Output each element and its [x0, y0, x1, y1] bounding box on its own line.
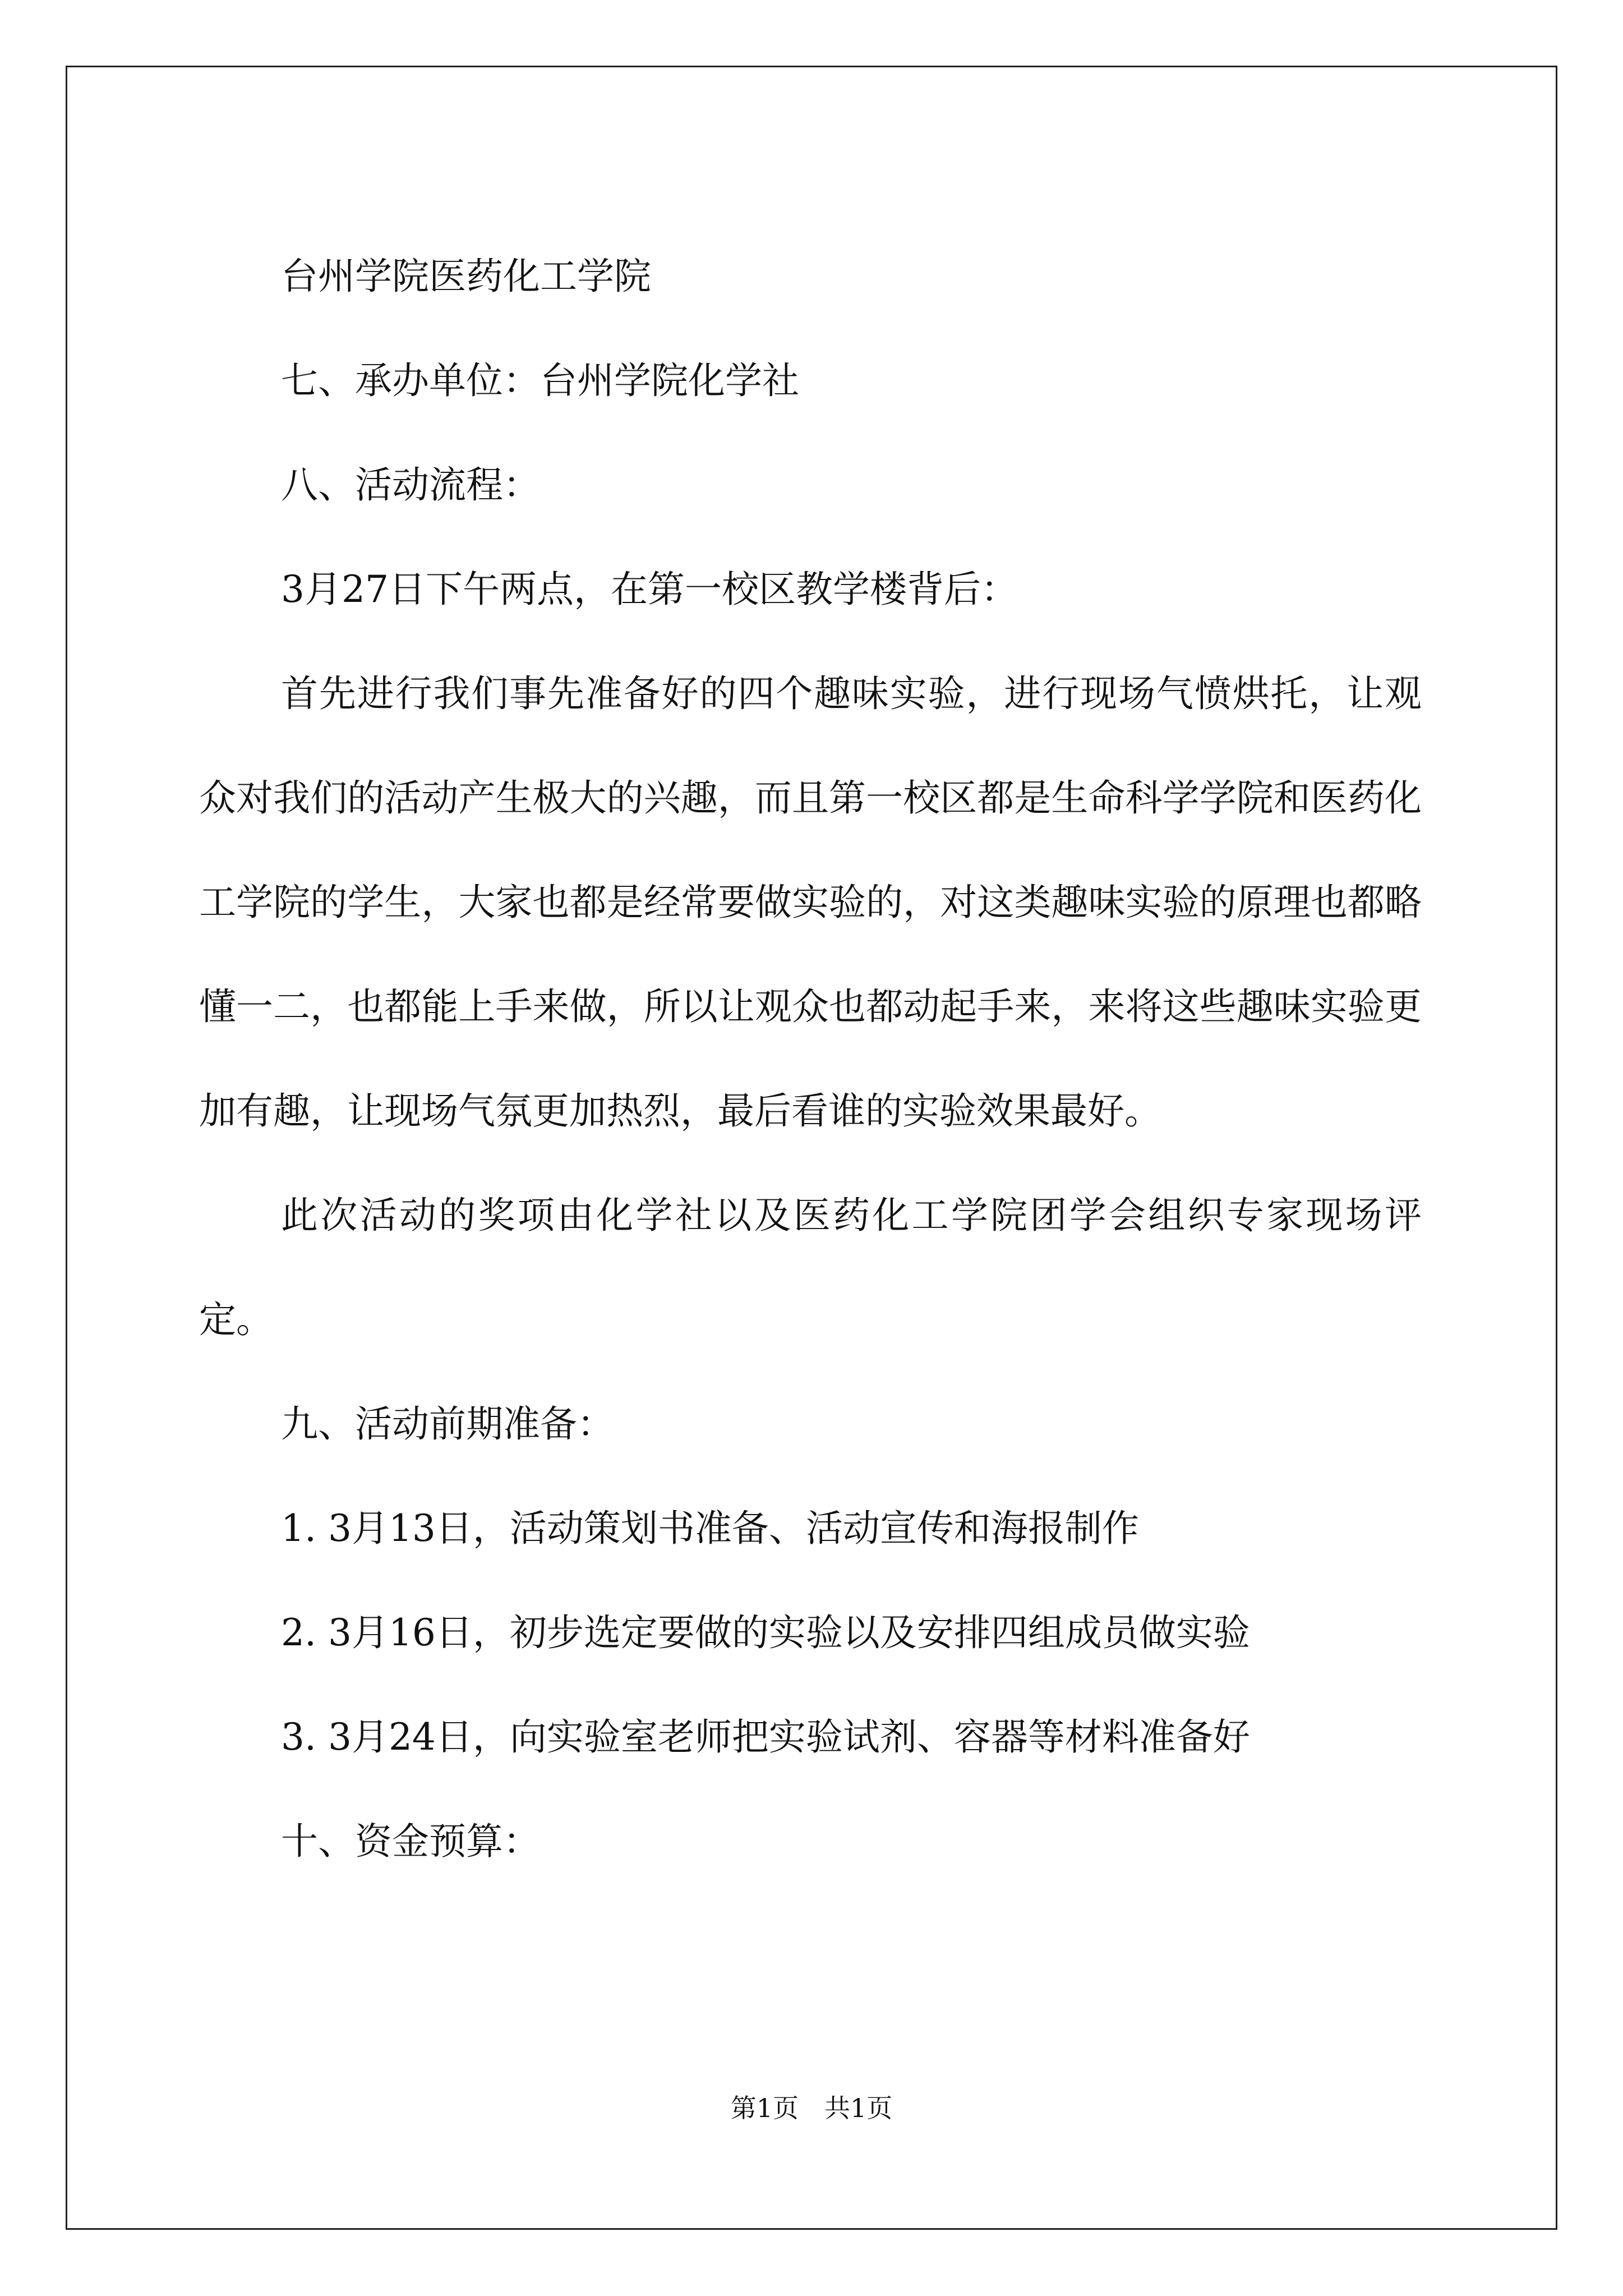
paragraph-time-location: 3月27日下午两点，在第一校区教学楼背后：: [281, 568, 1018, 611]
heading-budget: 十、资金预算：: [281, 1820, 540, 1863]
page-number: 第1页 共1页: [730, 2093, 893, 2123]
document-body: [199, 224, 1422, 1894]
heading-activity-process: 八、活动流程：: [281, 463, 540, 507]
heading-preparation: 九、活动前期准备：: [281, 1402, 614, 1446]
list-item: 2. 3月16日，初步选定要做的实验以及安排四组成员做实验: [281, 1611, 1250, 1654]
paragraph-host-unit: 七、承办单位：台州学院化学社: [281, 359, 799, 402]
paragraph-organizer: 台州学院医药化工学院: [281, 255, 651, 298]
list-item: 3. 3月24日，向实验室老师把实验试剂、容器等材料准备好: [281, 1715, 1250, 1759]
list-item: 1. 3月13日，活动策划书准备、活动宣传和海报制作: [281, 1507, 1139, 1550]
paragraph-awards: 此次活动的奖项由化学社以及医药化工学院团学会组织专家现场评定。: [199, 1194, 1422, 1341]
paragraph-activity-description: 首先进行我们事先准备好的四个趣味实验，进行现场气愤烘托，让观众对我们的活动产生极大的兴趣，而且第一校区都是生命科学学院和医药化工学院的学生，大家也都是经常要做实验的，对这类趣味实验的原理也都略懂一二，也都能上手来做，所以让观众也都动起手来，来将这些趣味实验更加有趣，让现场气氛更加热烈，最后看谁的实验效果最好。: [199, 672, 1422, 1133]
